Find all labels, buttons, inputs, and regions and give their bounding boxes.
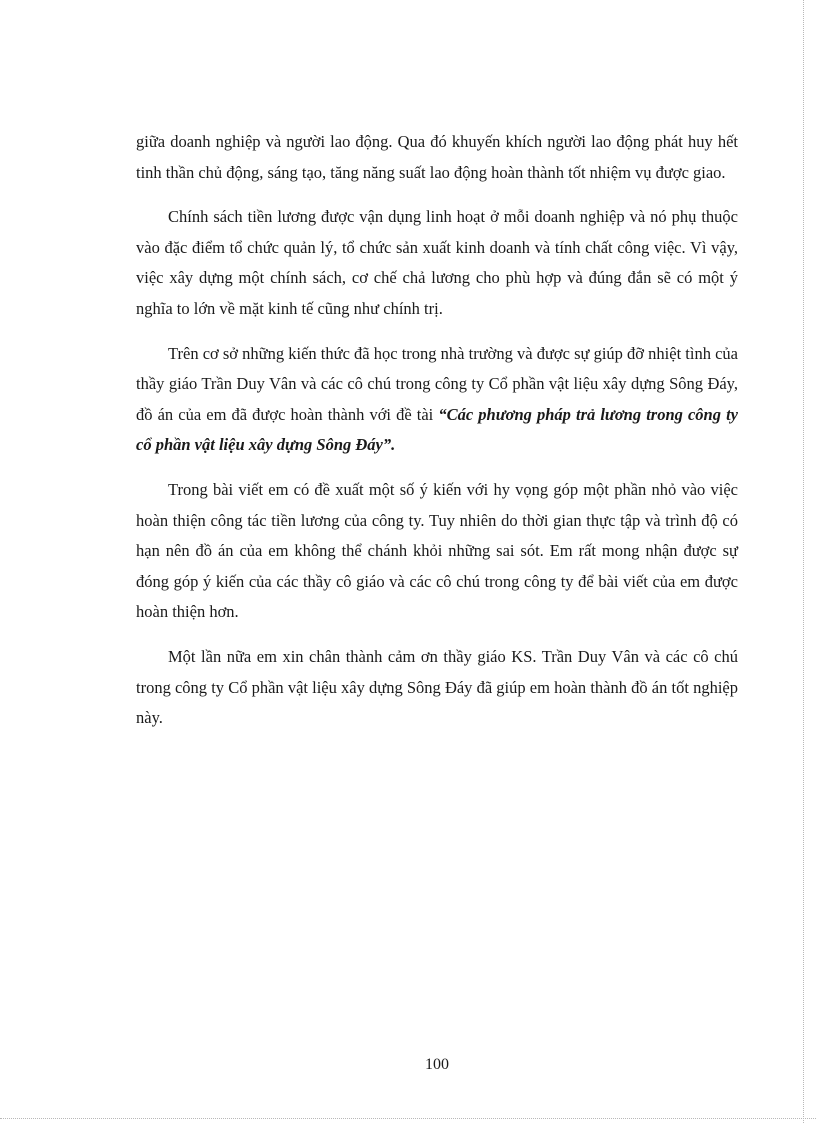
paragraph-3-text: Trên cơ sở những kiến thức đã học trong nhà trường và được sự giúp đỡ nhiệt tình của thầy giáo Trần Duy Vân và các cô chú trong công ty Cổ phần vật liệu xây dựng Sông Đáy, đồ án của em đã được hoàn thành với đề tài [136, 343, 738, 424]
paragraph-2: Chính sách tiền lương được vận dụng linh hoạt ở mỗi doanh nghiệp và nó phụ thuộc vào đặc điểm tổ chức quản lý, tổ chức sản xuất kinh doanh và tính chất công việc. Vì vậy, việc xây dựng một chính sách, cơ chế chả lương cho phù hợp và đúng đắn sẽ có một ý nghĩa to lớn về mặt kinh tế cũng như chính trị. [136, 207, 738, 318]
page-border-right [803, 0, 804, 1123]
paragraph-3 [136, 339, 738, 461]
body-text [136, 127, 738, 748]
page-border-bottom [0, 1118, 816, 1119]
paragraph-1: giữa doanh nghiệp và người lao động. Qua đó khuyến khích người lao động phát huy hết tinh thần chủ động, sáng tạo, tăng năng suất lao động hoàn thành tốt nhiệm vụ được giao. [136, 132, 738, 182]
thesis-title: “Các phương pháp trả lương trong công ty cổ phần vật liệu xây dựng Sông Đáy”. [136, 404, 738, 455]
page-number: 100 [425, 1056, 449, 1073]
paragraph-5: Một lần nữa em xin chân thành cảm ơn thầy giáo KS. Trần Duy Vân và các cô chú trong công ty Cổ phần vật liệu xây dựng Sông Đáy đã giúp em hoàn thành đồ án tốt nghiệp này. [136, 646, 738, 728]
paragraph-4: Trong bài viết em có đề xuất một số ý kiến với hy vọng góp một phần nhỏ vào việc hoàn thiện công tác tiền lương của công ty. Tuy nhiên do thời gian thực tập và trình độ có hạn nên đồ án của em không thể chánh khỏi những sai sót. Em rất mong nhận được sự đóng góp ý kiến của các thầy cô giáo và các cô chú trong công ty để bài viết của em được hoàn thiện hơn. [136, 479, 738, 622]
